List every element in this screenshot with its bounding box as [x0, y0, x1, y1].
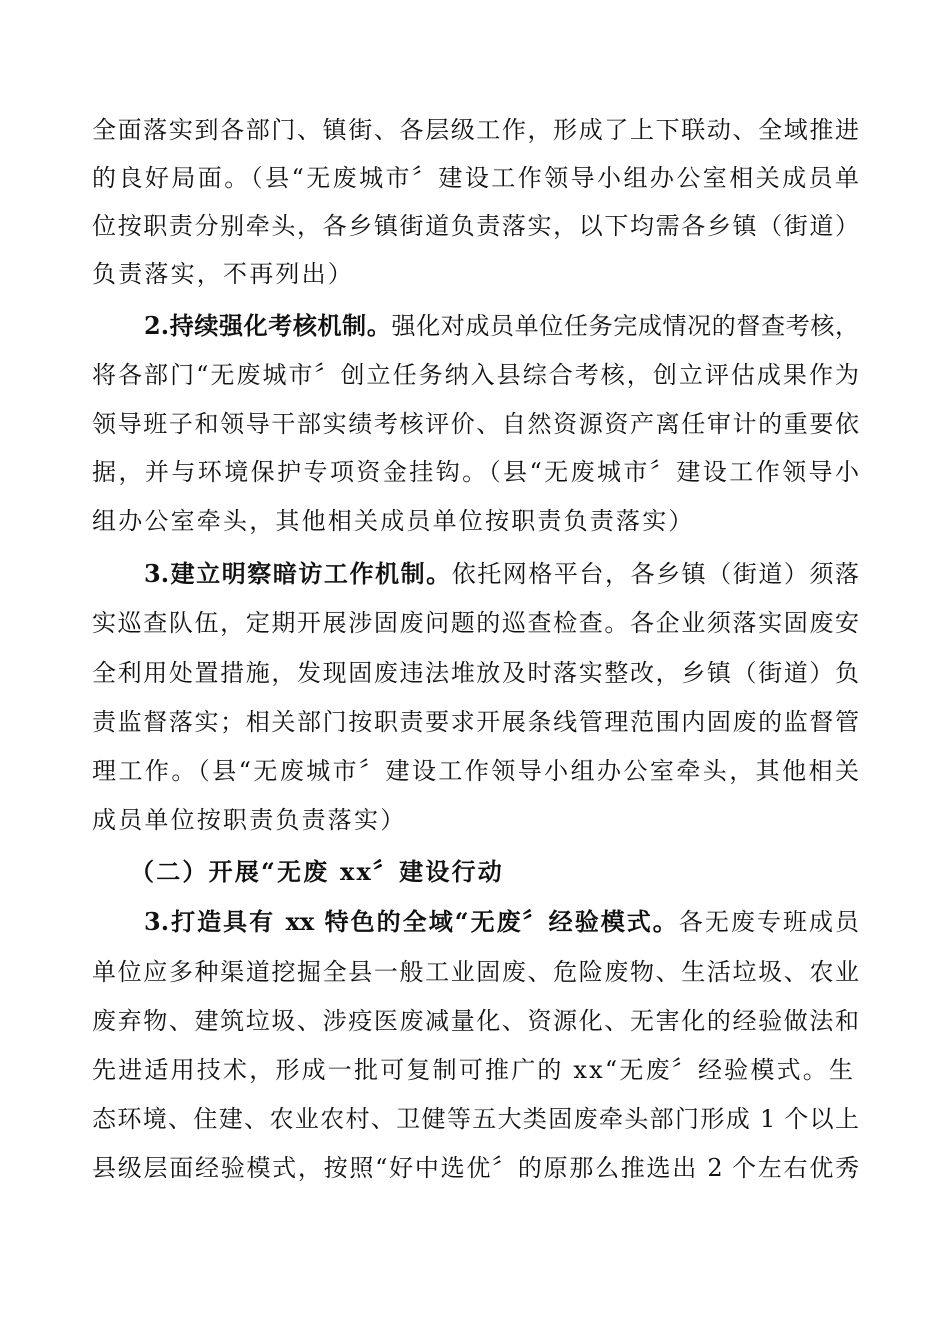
text-line: 组办公室牵头，其他相关成员单位按职责负责落实） — [92, 507, 695, 535]
text-line: 负责落实，不再列出） — [92, 260, 354, 288]
text-line: 理工作。（县“无废城市〞建设工作领导小组办公室牵头，其他相关 — [92, 757, 859, 785]
item-3b-first-line — [144, 907, 859, 937]
item-2-first-rest: 强化对成员单位任务完成情况的督查考核， — [391, 312, 859, 340]
text-line: 的良好局面。（县“无废城市〞建设工作领导小组办公室相关成员单 — [92, 164, 859, 192]
item-3b-title: 3.打造具有 xx 特色的全域“无废〞经验模式。 — [144, 907, 679, 936]
text-line: 全面落实到各部门、镇街、各层级工作，形成了上下联动、全域推进 — [92, 116, 859, 144]
text-line: 领导班子和领导干部实绩考核评价、自然资源资产离任审计的重要依 — [92, 410, 859, 438]
text-line: 实巡查队伍，定期开展涉固废问题的巡查检查。各企业须落实固废安 — [92, 609, 859, 637]
item-3-first-rest: 依托网格平台，各乡镇（街道）须落 — [451, 560, 860, 588]
text-line: 县级层面经验模式，按照“好中选优〞的原那么推选出 2 个左右优秀 — [92, 1154, 859, 1182]
text-line: 成员单位按职责负责落实） — [92, 806, 407, 834]
text-line: 先进适用技术，形成一批可复制可推广的 xx“无废〞经验模式。生 — [92, 1056, 856, 1084]
text-line: 位按职责分别牵头，各乡镇街道负责落实，以下均需各乡镇（街道） — [92, 212, 859, 240]
item-2-first-line — [144, 311, 859, 341]
text-line: 将各部门“无废城市〞创立任务纳入县综合考核，创立评估成果作为 — [92, 361, 859, 389]
section-heading: （二）开展“无废 xx〞建设行动 — [130, 857, 504, 886]
text-line: 废弃物、建筑垃圾、涉疫医废减量化、资源化、无害化的经验做法和 — [92, 1007, 859, 1035]
item-2-title: 2.持续强化考核机制。 — [144, 311, 392, 340]
item-3b-first-rest: 各无废专班成员 — [678, 908, 860, 936]
text-line: 态环境、住建、农业农村、卫健等五大类固废牵头部门形成 1 个以上 — [92, 1105, 859, 1133]
text-line: 责监督落实；相关部门按职责要求开展条线管理范围内固废的监督管 — [92, 708, 859, 736]
text-line: 全利用处置措施，发现固废违法堆放及时落实整改，乡镇（街道）负 — [92, 659, 859, 687]
item-3-title: 3.建立明察暗访工作机制。 — [144, 559, 452, 588]
text-line: 单位应多种渠道挖掘全县一般工业固废、危险废物、生活垃圾、农业 — [92, 958, 859, 986]
item-3-first-line — [144, 559, 859, 589]
text-line: 据，并与环境保护专项资金挂钩。（县“无废城市〞建设工作领导小 — [92, 458, 859, 486]
